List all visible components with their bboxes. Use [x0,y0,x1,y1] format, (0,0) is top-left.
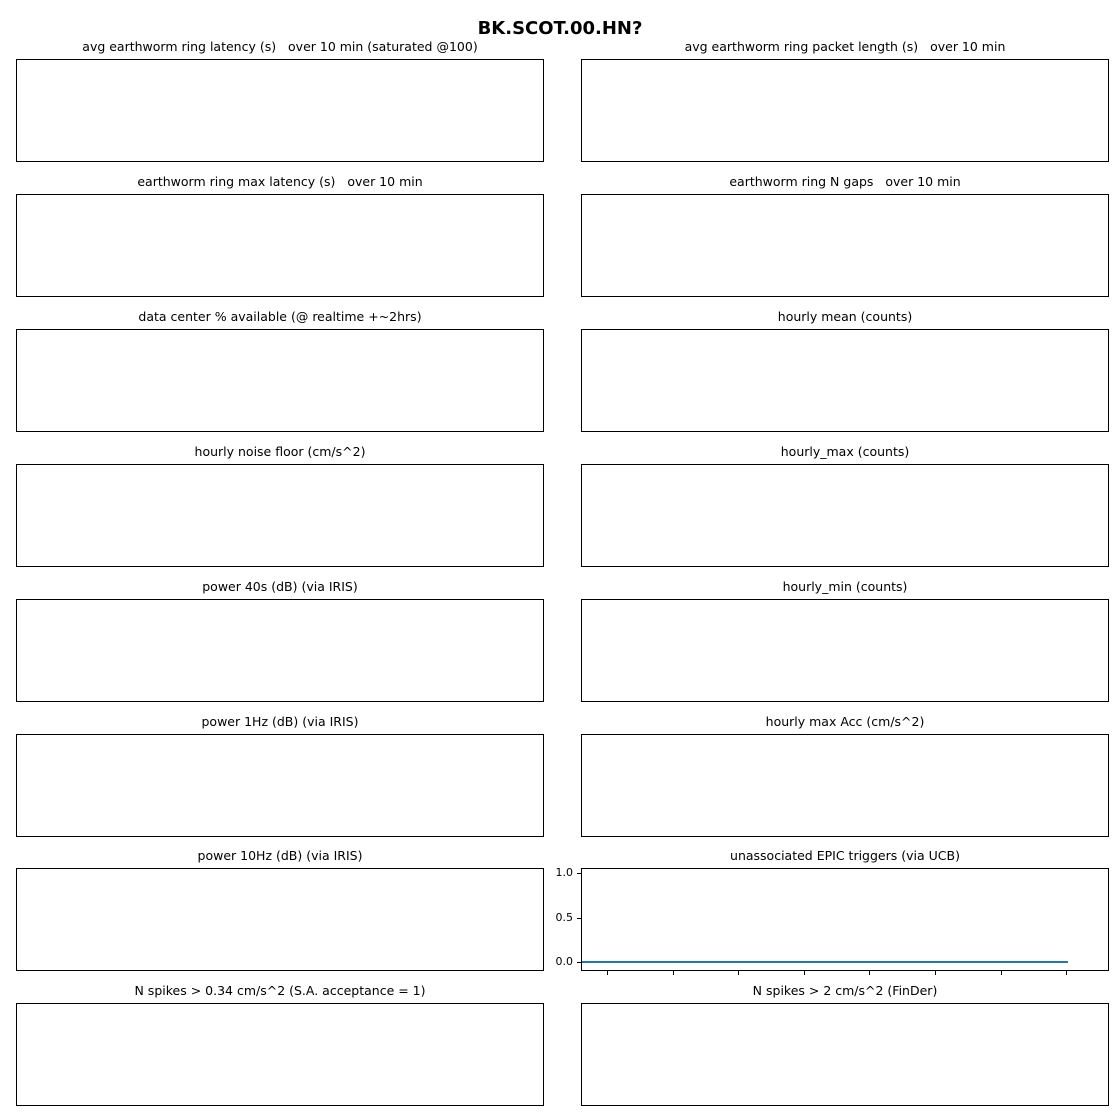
plot-axes [581,194,1109,297]
panel-title: hourly noise floor (cm/s^2) [194,443,366,459]
x-tick-mark [1066,971,1067,975]
panel-title: hourly mean (counts) [777,308,913,324]
plot-axes [16,599,544,702]
y-tick-mark [577,962,581,963]
panel-title: N spikes > 2 cm/s^2 (FinDer) [752,983,938,999]
plot-axes [581,868,1109,971]
x-tick-mark [935,971,936,975]
panel-title: N spikes > 0.34 cm/s^2 (S.A. acceptance = 1) [134,983,426,999]
x-tick-mark [738,971,739,975]
plot-axes [581,329,1109,432]
plot-axes [16,59,544,162]
plot-axes [16,194,544,297]
x-tick-mark [673,971,674,975]
panel-title: earthworm ring max latency (s) over 10 min [137,173,423,189]
panel-title: hourly_max (counts) [780,443,910,459]
panel-title: data center % available (@ realtime +~2hrs) [138,308,422,324]
y-tick-label: 0.0 [555,955,573,969]
plot-axes [16,868,544,971]
plot-axes [16,1003,544,1106]
plot-axes [581,59,1109,162]
plot-axes [16,329,544,432]
panel-title: unassociated EPIC triggers (via UCB) [730,848,960,864]
y-tick-label: 1.0 [555,865,573,879]
x-tick-mark [607,971,608,975]
panel-title: avg earthworm ring latency (s) over 10 min (saturated @100) [82,39,478,54]
plot-axes [581,734,1109,837]
plot-axes [581,464,1109,567]
panel-title: hourly max Acc (cm/s^2) [765,713,925,729]
panel-title: earthworm ring N gaps over 10 min [729,173,961,189]
y-tick-mark [577,873,581,874]
y-tick-label: 0.5 [555,910,573,924]
panel-title: power 1Hz (dB) (via IRIS) [201,713,359,729]
panel-title: power 10Hz (dB) (via IRIS) [197,848,363,864]
panel-title: hourly_min (counts) [782,578,908,594]
panel-title: avg earthworm ring packet length (s) over 10 min [684,39,1006,54]
plot-axes [581,1003,1109,1106]
plot-axes [16,734,544,837]
x-tick-mark [869,971,870,975]
plot-axes [581,599,1109,702]
figure-title: BK.SCOT.00.HN? [477,18,643,39]
panel-title: power 40s (dB) (via IRIS) [202,578,358,594]
x-tick-mark [1001,971,1002,975]
plot-axes [16,464,544,567]
series-line [582,961,1068,963]
y-tick-mark [577,918,581,919]
x-tick-mark [804,971,805,975]
